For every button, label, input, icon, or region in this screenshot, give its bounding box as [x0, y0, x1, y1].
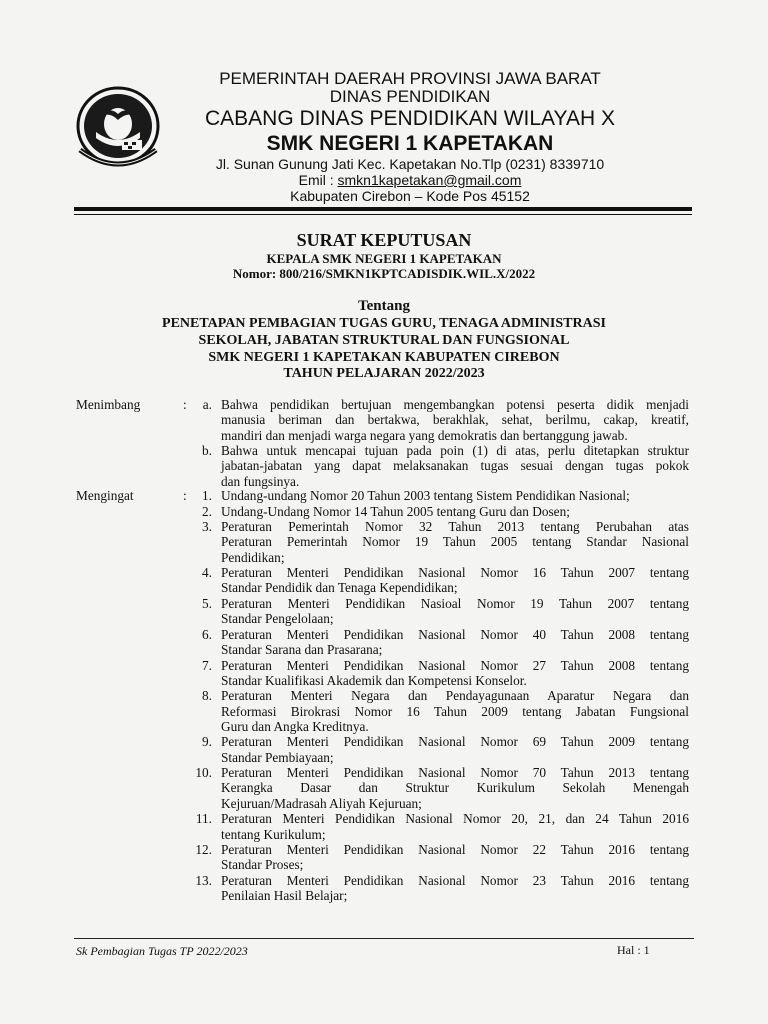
item-line: Penilaian Hasil Belajar;: [221, 888, 348, 904]
item-line: tentang Kurikulum;: [221, 826, 326, 842]
letterhead-divider-thick: [74, 207, 692, 211]
item-marker: 12.: [195, 842, 212, 858]
item-marker: 6.: [202, 626, 212, 642]
item-line: Peraturan Pemerintah Nomor 32 Tahun 2013 tentang Perubahan atas: [221, 519, 689, 534]
item-marker: 3.: [202, 519, 212, 534]
subject-line: SEKOLAH, JABATAN STRUKTURAL DAN FUNGSIONAL: [198, 333, 570, 348]
item-text: [221, 443, 689, 489]
item-line: jabatan-jabatan yang dapat melaksanakan tugas sesuai dengan tugas pokok: [221, 458, 689, 474]
letterhead-address: Jl. Sunan Gunung Jati Kec. Kapetakan No.Tlp (0231) 8339710: [215, 156, 605, 172]
item-line: Standar Kualifikasi Akademik dan Kompetensi Konselor.: [221, 672, 527, 688]
letterhead-city: Kabupaten Cirebon – Kode Pos 45152: [290, 188, 530, 204]
document-issuer: KEPALA SMK NEGERI 1 KAPETAKAN: [266, 251, 502, 266]
item-text: [221, 842, 689, 873]
email-link[interactable]: smkn1kapetakan@gmail.com: [337, 172, 522, 188]
item-line: Peraturan Menteri Pendidikan Nasional Nomor 20, 21, dan 24 Tahun 2016: [221, 811, 689, 827]
item-text: [221, 397, 689, 443]
item-line: dan fungsinya.: [221, 473, 300, 489]
footer-document-name: Sk Pembagian Tugas TP 2022/2023: [76, 944, 248, 958]
item-marker: 4.: [202, 565, 212, 581]
item-line: Peraturan Menteri Pendidikan Nasioal Nomor 19 Tahun 2007 tentang: [221, 595, 689, 611]
item-text: [221, 811, 689, 842]
item-line: Undang-Undang Nomor 14 Tahun 2005 tentang Guru dan Dosen;: [221, 503, 570, 519]
item-marker: 13.: [195, 872, 212, 888]
item-line: Peraturan Menteri Pendidikan Nasional Nomor 16 Tahun 2007 tentang: [221, 565, 689, 581]
item-text: [221, 596, 689, 627]
letterhead-school: SMK NEGERI 1 KAPETAKAN: [266, 132, 554, 155]
item-line: Standar Pengelolaan;: [221, 611, 334, 627]
subject-line: SMK NEGERI 1 KAPETAKAN KABUPATEN CIREBON: [208, 350, 560, 365]
item-text: [221, 734, 689, 765]
menimbang-label: Menimbang: [76, 397, 141, 412]
footer-divider: [74, 938, 694, 939]
item-line: Peraturan Menteri Pendidikan Nasional Nomor 27 Tahun 2008 tentang: [221, 657, 689, 673]
item-line: Reformasi Birokrasi Nomor 16 Tahun 2009 tentang Jabatan Fungsional: [221, 703, 689, 719]
item-line: Bahwa pendidikan bertujuan mengembangkan potensi peserta didik menjadi: [221, 397, 689, 412]
item-line: Standar Proses;: [221, 857, 304, 873]
item-text: [221, 504, 689, 519]
item-line: Bahwa untuk mencapai tujuan pada poin (1) di atas, perlu ditetapkan struktur: [221, 443, 689, 459]
item-marker: 10.: [195, 765, 212, 781]
item-text: [221, 519, 689, 565]
email-label: Emil :: [298, 172, 338, 188]
item-text: [221, 565, 689, 596]
item-line: Peraturan Menteri Pendidikan Nasional Nomor 40 Tahun 2008 tentang: [221, 626, 689, 642]
item-line: Guru dan Angka Kreditnya.: [221, 718, 369, 734]
document-title: SURAT KEPUTUSAN: [296, 230, 472, 250]
item-text: [221, 765, 689, 811]
letterhead: [180, 70, 640, 204]
letterhead-email-line: [180, 172, 640, 188]
item-line: manusia beriman dan bertakwa, berakhlak, sehat, berilmu, cakap, kreatif,: [221, 412, 689, 428]
item-text: [221, 627, 689, 658]
item-line: mandiri dan menjadi warga negara yang demokratis dan bertanggung jawab.: [221, 427, 628, 443]
item-marker: 5.: [202, 595, 212, 611]
item-marker: 1.: [202, 488, 212, 503]
item-line: Peraturan Menteri Pendidikan Nasional Nomor 23 Tahun 2016 tentang: [221, 872, 689, 888]
mengingat-label: Mengingat: [76, 488, 134, 503]
item-line: Standar Pembiayaan;: [221, 749, 334, 765]
item-line: Peraturan Menteri Pendidikan Nasional Nomor 70 Tahun 2013 tentang: [221, 765, 689, 781]
tentang-heading: Tentang: [358, 298, 410, 314]
item-marker: 8.: [202, 688, 212, 704]
item-line: Undang-undang Nomor 20 Tahun 2003 tentang Sistem Pendidikan Nasional;: [221, 488, 630, 503]
menimbang-colon: :: [183, 397, 187, 412]
letterhead-divider-thin: [74, 214, 692, 215]
item-marker: 9.: [202, 734, 212, 750]
item-marker: 2.: [202, 503, 212, 519]
item-marker: 11.: [195, 811, 212, 827]
jawa-barat-emblem-icon: [72, 86, 164, 170]
mengingat-colon: :: [183, 488, 187, 503]
item-line: Kerangka Dasar dan Struktur Kurikulum Sekolah Menengah: [221, 780, 689, 796]
document-number: Nomor: 800/216/SMKN1KPTCADISDIK.WIL.X/2022: [232, 266, 536, 281]
footer-page-number: Hal : 1: [617, 943, 650, 957]
item-line: Pendidikan;: [221, 549, 285, 565]
letterhead-government: PEMERINTAH DAERAH PROVINSI JAWA BARAT: [219, 69, 601, 88]
subject-line: PENETAPAN PEMBAGIAN TUGAS GURU, TENAGA ADMINISTRASI: [162, 316, 606, 331]
item-line: Peraturan Menteri Pendidikan Nasional Nomor 22 Tahun 2016 tentang: [221, 842, 689, 858]
item-marker: b.: [202, 443, 212, 459]
item-line: Standar Pendidik dan Tenaga Kependidikan;: [221, 580, 458, 596]
item-line: Peraturan Menteri Negara dan Pendayagunaan Aparatur Negara dan: [221, 688, 689, 704]
item-line: Kejuruan/Madrasah Aliyah Kejuruan;: [221, 795, 422, 811]
item-line: Peraturan Pemerintah Nomor 19 Tahun 2005 tentang Standar Nasional: [221, 534, 689, 550]
item-text: [221, 873, 689, 904]
item-text: [221, 688, 689, 734]
letterhead-agency: DINAS PENDIDIKAN: [329, 87, 491, 106]
item-text: [221, 488, 689, 503]
item-marker: a.: [202, 397, 212, 412]
item-line: Standar Sarana dan Prasarana;: [221, 641, 383, 657]
item-text: [221, 658, 689, 689]
item-line: Peraturan Menteri Pendidikan Nasional Nomor 69 Tahun 2009 tentang: [221, 734, 689, 750]
letterhead-branch: CABANG DINAS PENDIDIKAN WILAYAH X: [205, 107, 615, 130]
item-marker: 7.: [202, 657, 212, 673]
subject-line: TAHUN PELAJARAN 2022/2023: [283, 366, 485, 381]
